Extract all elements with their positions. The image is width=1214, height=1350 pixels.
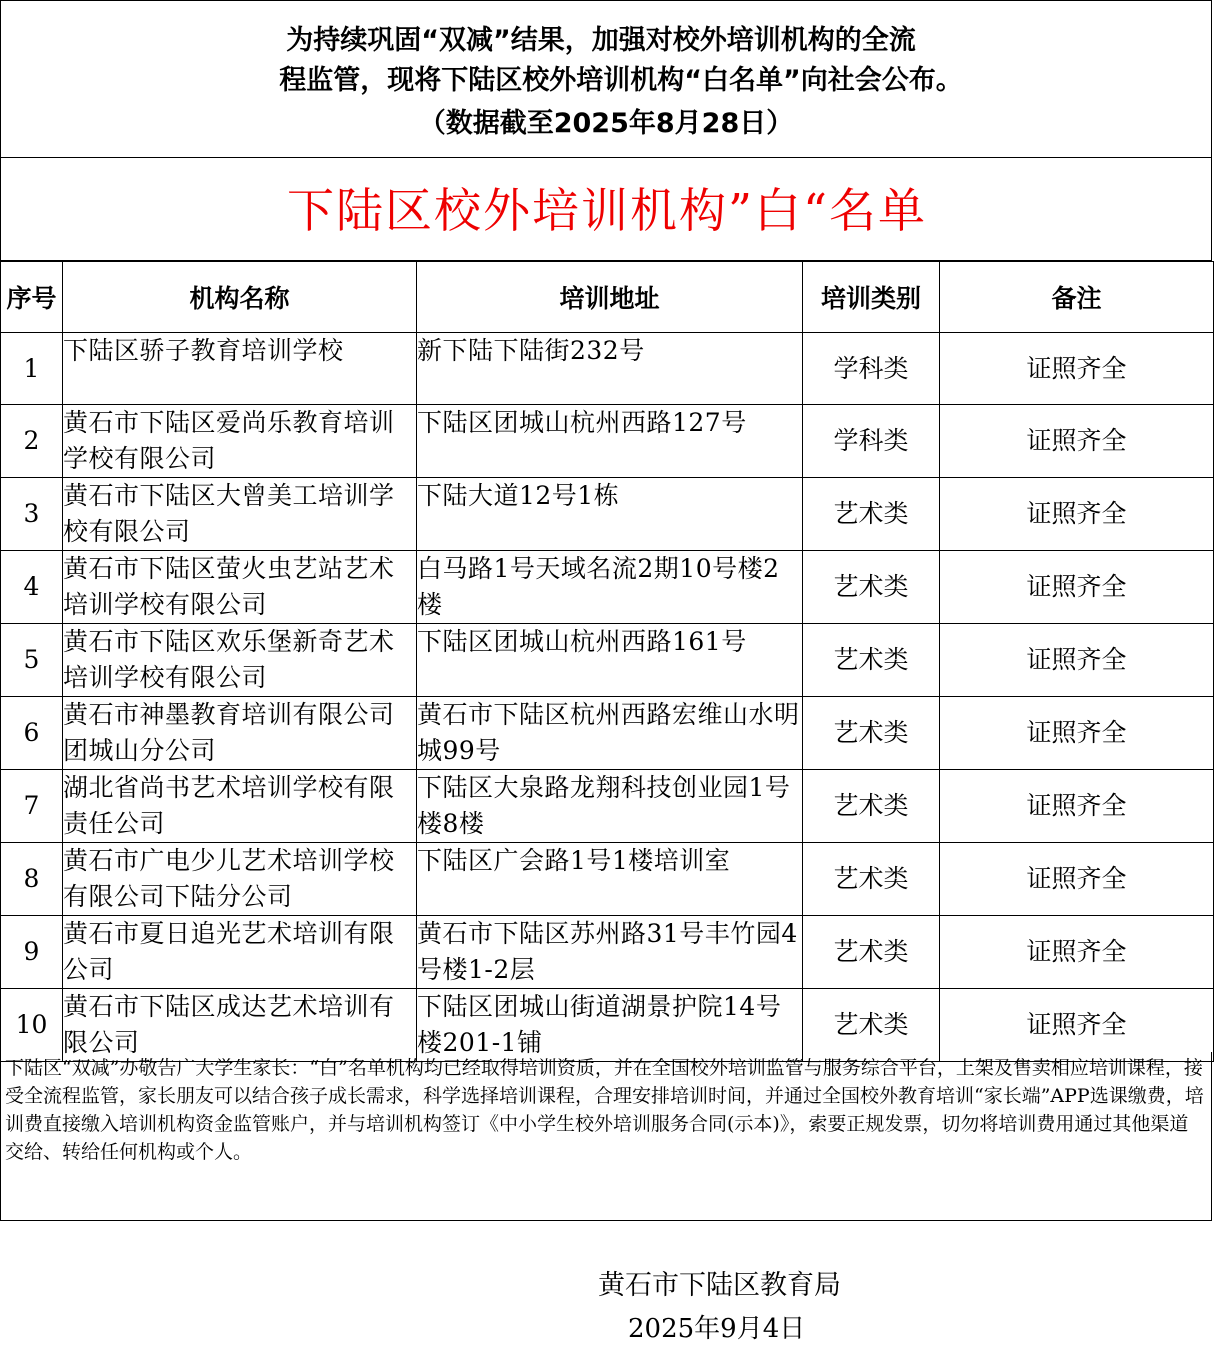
org-address: 下陆区团城山杭州西路127号 [417,405,803,478]
row-index: 8 [1,843,63,916]
org-name: 黄石市神墨教育培训有限公司团城山分公司 [63,697,417,770]
training-category: 艺术类 [803,624,940,697]
org-name: 黄石市夏日追光艺术培训有限公司 [63,916,417,989]
license-note: 证照齐全 [940,843,1214,916]
license-note: 证照齐全 [940,697,1214,770]
training-category: 艺术类 [803,770,940,843]
org-address: 黄石市下陆区杭州西路宏维山水明城99号 [417,697,803,770]
row-index: 3 [1,478,63,551]
table-row [1,405,1214,478]
table-row [1,697,1214,770]
row-index: 6 [1,697,63,770]
table-row [1,333,1214,405]
table-row [1,478,1214,551]
org-address: 黄石市下陆区苏州路31号丰竹园4号楼1-2层 [417,916,803,989]
training-category: 艺术类 [803,989,940,1062]
license-note: 证照齐全 [940,916,1214,989]
org-name: 黄石市下陆区大曾美工培训学校有限公司 [63,478,417,551]
org-address: 下陆大道12号1栋 [417,478,803,551]
org-address: 新下陆下陆街232号 [417,333,803,405]
org-address: 下陆区团城山杭州西路161号 [417,624,803,697]
row-index: 2 [1,405,63,478]
row-index: 9 [1,916,63,989]
row-index: 1 [1,333,63,405]
org-name: 黄石市广电少儿艺术培训学校有限公司下陆分公司 [63,843,417,916]
row-index: 4 [1,551,63,624]
org-name: 黄石市下陆区欢乐堡新奇艺术培训学校有限公司 [63,624,417,697]
license-note: 证照齐全 [940,624,1214,697]
org-name: 下陆区骄子教育培训学校 [63,333,417,405]
org-address: 白马路1号天域名流2期10号楼2楼 [417,551,803,624]
license-note: 证照齐全 [940,405,1214,478]
table-row [1,843,1214,916]
header-note: 备注 [940,262,1214,333]
parent-notice: 下陆区“双减”办敬告广大学生家长：“白”名单机构均已经取得培训资质，并在全国校外培训监管与服务综合平台，上架及售卖相应培训课程，接受全流程监管，家长朋友可以结合孩子成长需求，科学选择培训课程，合理安排培训时间，并通过全国校外教育培训“家长端”APP选课缴费，培训费直接缴入培训机构资金监管账户，并与培训机构签订《中小学生校外培训服务合同(示本)》，索要正规发票，切勿将培训费用通过其他渠道交给、转给任何机构或个人。 [0,1052,1212,1221]
whitelist-table [0,261,1214,1062]
table-header-row [1,262,1214,333]
intro-line-1: 为持续巩固“双减”结果，加强对校外培训机构的全流 [286,25,916,56]
org-name: 湖北省尚书艺术培训学校有限责任公司 [63,770,417,843]
license-note: 证照齐全 [940,551,1214,624]
row-index: 10 [1,989,63,1062]
table-row [1,916,1214,989]
intro-data-date: （数据截至2025年8月28日） [418,108,794,139]
issue-date: 2025年9月4日 [628,1314,806,1344]
training-category: 艺术类 [803,551,940,624]
intro-line-2: 程监管，现将下陆区校外培训机构“白名单”向社会公布。 [279,65,963,96]
table-row [1,624,1214,697]
header-category: 培训类别 [803,262,940,333]
row-index: 5 [1,624,63,697]
training-category: 学科类 [803,333,940,405]
training-category: 学科类 [803,405,940,478]
license-note: 证照齐全 [940,478,1214,551]
training-category: 艺术类 [803,843,940,916]
org-address: 下陆区大泉路龙翔科技创业园1号楼8楼 [417,770,803,843]
license-note: 证照齐全 [940,770,1214,843]
header-address: 培训地址 [417,262,803,333]
org-name: 黄石市下陆区成达艺术培训有限公司 [63,989,417,1062]
table-row [1,551,1214,624]
license-note: 证照齐全 [940,333,1214,405]
table-row [1,989,1214,1062]
issuing-authority: 黄石市下陆区教育局 [598,1270,841,1301]
page-title: 下陆区校外培训机构”白“名单 [286,184,928,239]
license-note: 证照齐全 [940,989,1214,1062]
training-category: 艺术类 [803,916,940,989]
header-org-name: 机构名称 [63,262,417,333]
row-index: 7 [1,770,63,843]
org-name: 黄石市下陆区爱尚乐教育培训学校有限公司 [63,405,417,478]
training-category: 艺术类 [803,697,940,770]
org-name: 黄石市下陆区萤火虫艺站艺术培训学校有限公司 [63,551,417,624]
training-category: 艺术类 [803,478,940,551]
intro-box [0,0,1212,158]
org-address: 下陆区广会路1号1楼培训室 [417,843,803,916]
org-address: 下陆区团城山街道湖景护院14号楼201-1铺 [417,989,803,1062]
table-row [1,770,1214,843]
header-index: 序号 [1,262,63,333]
